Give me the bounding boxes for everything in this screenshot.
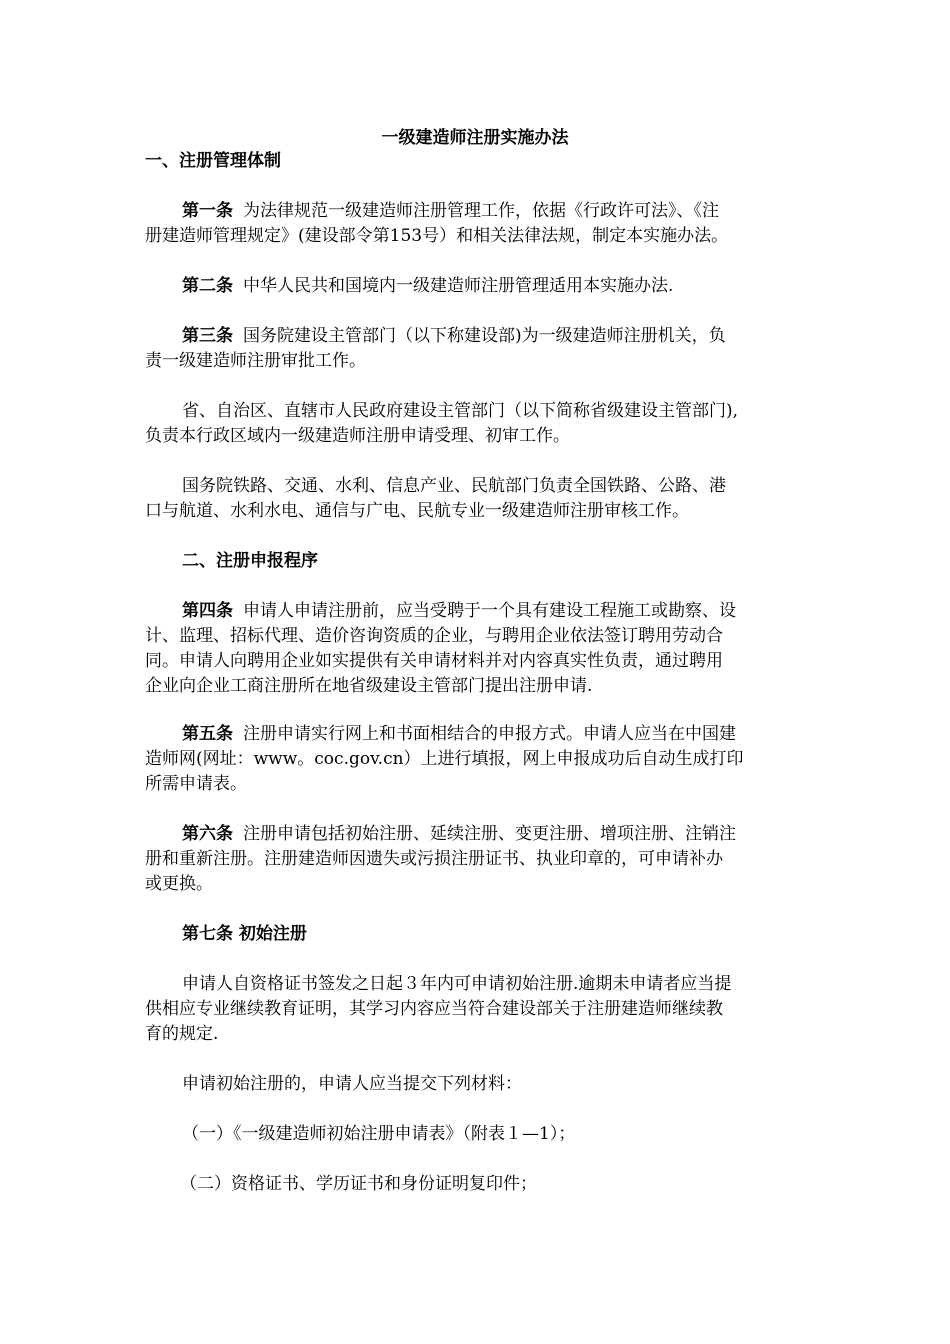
document-title: 一级建造师注册实施办法 (381, 128, 569, 148)
article-5-line-3: 所需申请表。 (145, 774, 247, 794)
section-heading-management: 一、注册管理体制 (145, 151, 281, 171)
article-1-line-1 (182, 199, 719, 224)
provincial-paragraph-line-1: 省、自治区、直辖市人民政府建设主管部门（以下简称省级建设主管部门), (182, 401, 739, 421)
article-4-label: 第四条 (182, 601, 233, 621)
article-7-heading: 第七条 初始注册 (182, 924, 307, 944)
article-4-text-1: 申请人申请注册前，应当受聘于一个具有建设工程施工或勘察、设 (243, 601, 736, 621)
article-2-line-1 (182, 274, 673, 299)
article-6-label: 第六条 (182, 824, 233, 844)
department-paragraph-line-1: 国务院铁路、交通、水利、信息产业、民航部门负责全国铁路、公路、港 (182, 476, 726, 496)
article-3-text-1: 国务院建设主管部门（以下称建设部)为一级建造师注册机关，负 (243, 326, 726, 346)
provincial-paragraph-line-2: 负责本行政区域内一级建造师注册申请受理、初审工作。 (145, 426, 570, 446)
article-1-label: 第一条 (182, 201, 233, 221)
article-5-text-1: 注册申请实行网上和书面相结合的申报方式。申请人应当在中国建 (243, 724, 736, 744)
article-4-line-2: 计、监理、招标代理、造价咨询资质的企业，与聘用企业依法签订聘用劳动合 (145, 626, 723, 646)
article-3-label: 第三条 (182, 326, 233, 346)
material-item-2: （二）资格证书、学历证书和身份证明复印件； (180, 1174, 537, 1194)
section-heading-procedure: 二、注册申报程序 (182, 551, 318, 571)
initial-paragraph-line-2: 供相应专业继续教育证明，其学习内容应当符合建设部关于注册建造师继续教 (145, 999, 723, 1019)
article-6-text-1: 注册申请包括初始注册、延续注册、变更注册、增项注册、注销注 (243, 824, 736, 844)
initial-paragraph-line-1: 申请人自资格证书签发之日起３年内可申请初始注册.逾期未申请者应当提 (182, 974, 732, 994)
article-6-line-3: 或更换。 (145, 874, 213, 894)
initial-paragraph-line-3: 育的规定. (145, 1024, 219, 1044)
article-5-label: 第五条 (182, 724, 233, 744)
materials-paragraph: 申请初始注册的，申请人应当提交下列材料： (182, 1074, 522, 1094)
article-1-text-1: 为法律规范一级建造师注册管理工作，依据《行政许可法》、《注 (243, 201, 719, 221)
article-2-text-1: 中华人民共和国境内一级建造师注册管理适用本实施办法. (243, 276, 674, 296)
article-6-line-2: 册和重新注册。注册建造师因遗失或污损注册证书、执业印章的，可申请补办 (145, 849, 723, 869)
article-4-line-1 (182, 599, 736, 624)
article-4-line-4: 企业向企业工商注册所在地省级建设主管部门提出注册申请. (145, 676, 593, 696)
article-4-line-3: 同。申请人向聘用企业如实提供有关申请材料并对内容真实性负责，通过聘用 (145, 651, 723, 671)
article-3-line-2: 责一级建造师注册审批工作。 (145, 351, 366, 371)
article-2-label: 第二条 (182, 276, 233, 296)
article-6-line-1 (182, 822, 736, 847)
material-item-1: （一）《一级建造师初始注册申请表》（附表１—1）； (182, 1124, 576, 1144)
department-paragraph-line-2: 口与航道、水利水电、通信与广电、民航专业一级建造师注册审核工作。 (145, 501, 689, 521)
article-1-line-2: 册建造师管理规定》(建设部令第153号）和相关法律法规，制定本实施办法。 (145, 226, 729, 246)
article-3-line-1 (182, 324, 726, 349)
article-5-line-1 (182, 722, 736, 747)
article-5-line-2: 造师网(网址：www。coc.gov.cn）上进行填报，网上申报成功后自动生成打印 (145, 749, 744, 769)
